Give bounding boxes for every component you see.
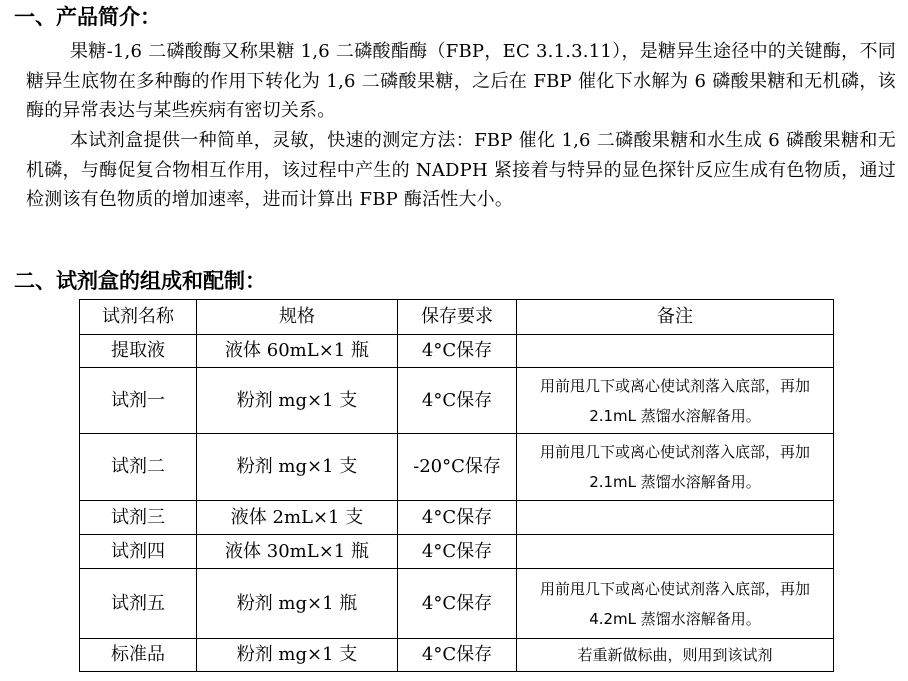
cell-note: 用前甩几下或离心使试剂落入底部，再加 4.2mL 蒸馏水溶解备用。 <box>517 569 834 639</box>
table-row <box>80 501 834 535</box>
cell-note: 若重新做标曲，则用到该试剂 <box>517 639 834 672</box>
table-row <box>80 569 834 639</box>
cell-note: 用前甩几下或离心使试剂落入底部，再加 2.1mL 蒸馏水溶解备用。 <box>517 368 834 434</box>
section-heading-product-intro: 一、产品简介： <box>14 5 161 29</box>
cell-reagent-name: 试剂一 <box>80 368 197 434</box>
table-row <box>80 434 834 501</box>
cell-reagent-name: 试剂二 <box>80 434 197 501</box>
cell-storage: 4°C保存 <box>398 569 517 639</box>
cell-spec: 液体 30mL×1 瓶 <box>197 535 398 569</box>
cell-spec: 粉剂 mg×1 支 <box>197 434 398 501</box>
cell-reagent-name: 试剂四 <box>80 535 197 569</box>
cell-storage: 4°C保存 <box>398 335 517 368</box>
table-header-row <box>80 300 834 335</box>
cell-note <box>517 535 834 569</box>
cell-note <box>517 335 834 368</box>
cell-storage: 4°C保存 <box>398 639 517 672</box>
cell-reagent-name: 试剂三 <box>80 501 197 535</box>
cell-note <box>517 501 834 535</box>
section-heading-kit-composition: 二、试剂盒的组成和配制： <box>14 269 266 293</box>
table-row <box>80 335 834 368</box>
cell-spec: 粉剂 mg×1 支 <box>197 639 398 672</box>
cell-storage: 4°C保存 <box>398 535 517 569</box>
cell-reagent-name: 标准品 <box>80 639 197 672</box>
table-row <box>80 535 834 569</box>
header-storage: 保存要求 <box>398 300 517 335</box>
cell-spec: 液体 2mL×1 支 <box>197 501 398 535</box>
cell-storage: -20°C保存 <box>398 434 517 501</box>
table-row <box>80 368 834 434</box>
header-note: 备注 <box>517 300 834 335</box>
header-spec: 规格 <box>197 300 398 335</box>
reagent-table <box>79 299 834 672</box>
cell-reagent-name: 提取液 <box>80 335 197 368</box>
cell-storage: 4°C保存 <box>398 368 517 434</box>
cell-spec: 液体 60mL×1 瓶 <box>197 335 398 368</box>
cell-spec: 粉剂 mg×1 瓶 <box>197 569 398 639</box>
cell-reagent-name: 试剂五 <box>80 569 197 639</box>
cell-note: 用前甩几下或离心使试剂落入底部，再加 2.1mL 蒸馏水溶解备用。 <box>517 434 834 501</box>
header-reagent-name: 试剂名称 <box>80 300 197 335</box>
table-row <box>80 639 834 672</box>
cell-storage: 4°C保存 <box>398 501 517 535</box>
intro-paragraph-2: 本试剂盒提供一种简单，灵敏，快速的测定方法：FBP 催化 1,6 二磷酸果糖和水生成 6 磷酸果糖和无机磷，与酶促复合物相互作用，该过程中产生的 NADPH 紧接着与特异的显色探针反应生成有色物质，通过检测该有色物质的增加速率，进而计算出 FBP 酶活性大小。 <box>26 130 896 210</box>
cell-spec: 粉剂 mg×1 支 <box>197 368 398 434</box>
intro-paragraph-1: 果糖-1,6 二磷酸酶又称果糖 1,6 二磷酸酯酶（FBP，EC 3.1.3.11），是糖异生途径中的关键酶，不同糖异生底物在多种酶的作用下转化为 1,6 二磷酸果糖，之后在 FBP 催化下水解为 6 磷酸果糖和无机磷，该酶的异常表达与某些疾病有密切关系。 <box>26 41 896 121</box>
